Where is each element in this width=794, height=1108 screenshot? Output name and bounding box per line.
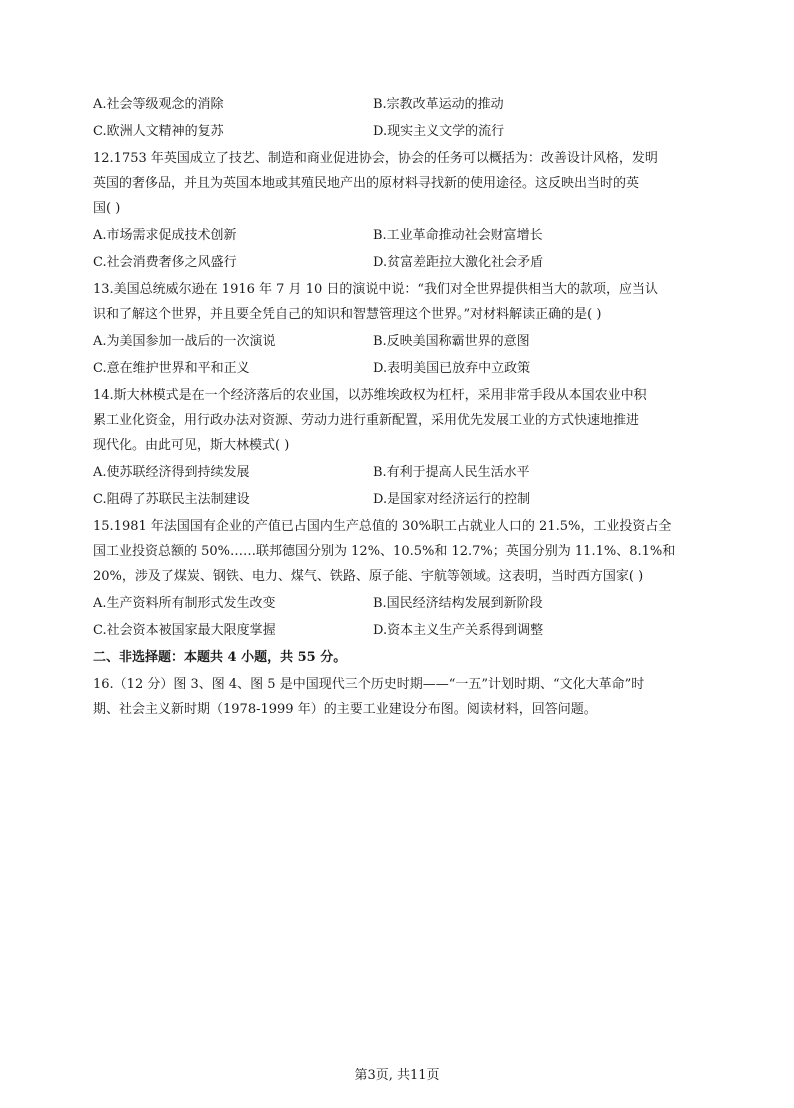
page-number-footer: 第3页, 共11页 xyxy=(354,1068,440,1083)
q12-stem-line: 12.1753 年英国成立了技艺、制造和商业促进协会，协会的任务可以概括为：改善设计风格，发明 xyxy=(93,151,658,166)
q16-stem xyxy=(93,672,701,722)
q16-stem-line: 期、社会主义新时期（1978-1999 年）的主要工业建设分布图。阅读材料，回答问题。 xyxy=(93,702,597,717)
q14-option-c: C.阻碍了苏联民主法制建设 xyxy=(93,492,250,507)
section-heading: 二、非选择题：本题共 4 小题，共 55 分。 xyxy=(93,650,347,665)
q14-option-a: A.使苏联经济得到持续发展 xyxy=(93,465,250,480)
q15-options-row-1 xyxy=(93,591,701,616)
q12-option-b: B.工业革命推动社会财富增长 xyxy=(373,228,543,243)
q14-options-row-2 xyxy=(93,487,701,512)
q13-options-row-2 xyxy=(93,356,701,381)
q12-option-a: A.市场需求促成技术创新 xyxy=(93,228,237,243)
q11-option-b: B.宗教改革运动的推动 xyxy=(373,97,504,112)
q15-options-row-2 xyxy=(93,618,701,643)
q13-option-d: D.表明美国已放弃中立政策 xyxy=(373,361,531,376)
q15-stem xyxy=(93,514,701,589)
q11-option-d: D.现实主义文学的流行 xyxy=(373,124,505,139)
q13-option-b: B.反映美国称霸世界的意图 xyxy=(373,334,530,349)
q14-option-d: D.是国家对经济运行的控制 xyxy=(373,492,531,507)
q14-options-row-1 xyxy=(93,460,701,485)
q14-stem-line: 14.斯大林模式是在一个经济落后的农业国，以苏维埃政权为杠杆，采用非常手段从本国农业中积 xyxy=(93,388,647,403)
q13-stem-line: 识和了解这个世界，并且要全凭自己的知识和智慧管理这个世界。”对材料解读正确的是( ) xyxy=(93,307,602,322)
q15-stem-line: 国工业投资总额的 50%……联邦德国分别为 12%、10.5%和 12.7%；英国分别为 11.1%、8.1%和 xyxy=(93,544,676,559)
q16-stem-line: 16.（12 分）图 3、图 4、图 5 是中国现代三个历史时期——“一五”计划时期、“文化大革命”时 xyxy=(93,677,645,692)
q12-option-d: D.贫富差距拉大激化社会矛盾 xyxy=(373,255,544,270)
q13-option-a: A.为美国参加一战后的一次演说 xyxy=(93,334,276,349)
q15-stem-line: 20%，涉及了煤炭、钢铁、电力、煤气、铁路、原子能、宇航等领域。这表明，当时西方国家( ) xyxy=(93,569,644,584)
q11-option-a: A.社会等级观念的消除 xyxy=(93,97,224,112)
q12-stem-line: 国( ) xyxy=(93,201,121,216)
q13-option-c: C.意在维护世界和平和正义 xyxy=(93,361,250,376)
page-content xyxy=(93,92,701,724)
q14-stem-line: 现代化。由此可见，斯大林模式( ) xyxy=(93,438,290,453)
q11-options-row-2 xyxy=(93,119,701,144)
q12-stem xyxy=(93,146,701,221)
q15-option-d: D.资本主义生产关系得到调整 xyxy=(373,623,544,638)
q14-option-b: B.有利于提高人民生活水平 xyxy=(373,465,530,480)
q12-options-row-1 xyxy=(93,223,701,248)
q15-option-a: A.生产资料所有制形式发生改变 xyxy=(93,596,276,611)
q15-option-b: B.国民经济结构发展到新阶段 xyxy=(373,596,543,611)
q14-stem-line: 累工业化资金，用行政办法对资源、劳动力进行重新配置，采用优先发展工业的方式快速地推进 xyxy=(93,413,640,428)
q15-option-c: C.社会资本被国家最大限度掌握 xyxy=(93,623,276,638)
q11-option-c: C.欧洲人文精神的复苏 xyxy=(93,124,224,139)
q14-stem xyxy=(93,383,701,458)
q13-stem xyxy=(93,277,701,327)
q12-options-row-2 xyxy=(93,250,701,275)
q15-stem-line: 15.1981 年法国国有企业的产值已占国内生产总值的 30%职工占就业人口的 21.5%，工业投资占全 xyxy=(93,519,672,534)
q12-stem-line: 英国的奢侈品，并且为英国本地或其殖民地产出的原材料寻找新的使用途径。这反映出当时的英 xyxy=(93,176,640,191)
q13-options-row-1 xyxy=(93,329,701,354)
q12-option-c: C.社会消费奢侈之风盛行 xyxy=(93,255,237,270)
q11-options-row-1 xyxy=(93,92,701,117)
q13-stem-line: 13.美国总统威尔逊在 1916 年 7 月 10 日的演说中说：“我们对全世界提供相当大的款项，应当认 xyxy=(93,282,659,297)
